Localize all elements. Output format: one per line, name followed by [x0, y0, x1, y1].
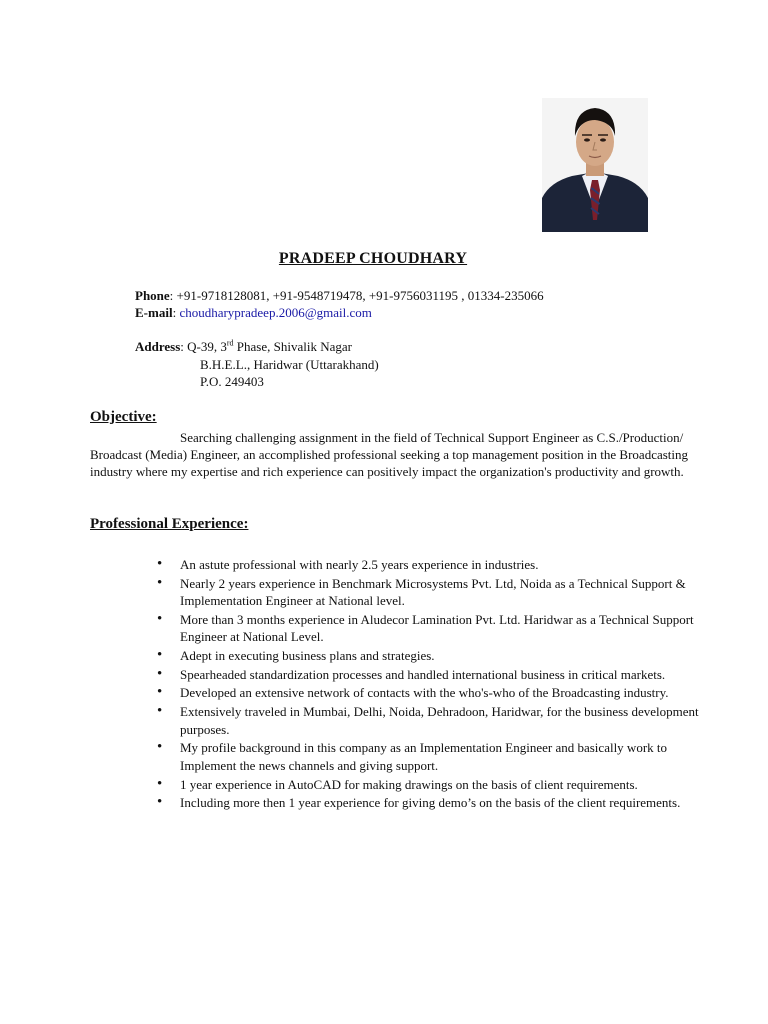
list-item: • My profile background in this company as an Implementation Engineer and basically work to Implement the news channels and giving support. — [160, 739, 700, 774]
candidate-name: PRADEEP CHOUDHARY — [278, 250, 468, 267]
list-item: • Including more then 1 year experience for giving demo’s on the basis of the client requirements. — [160, 794, 700, 812]
objective-text-block — [90, 429, 690, 480]
address-line-2: B.H.E.L., Haridwar (Uttarakhand) — [200, 357, 379, 372]
phone-label: Phone — [135, 288, 170, 303]
list-item: • Spearheaded standardization processes and handled international business in critical markets. — [160, 666, 700, 684]
address-label: Address — [135, 339, 181, 354]
objective-text: Searching challenging assignment in the field of Technical Support Engineer as C.S./Production/ Broadcast (Media) Engineer, an accomplished professional seeking a top management position in the Broadcasting industry where my expertise and rich experience can positively impact the organization's productivity and growth. — [90, 430, 689, 479]
address-sup: rd — [226, 338, 234, 348]
address-part-b: Phase, Shivalik Nagar — [233, 339, 352, 354]
list-item: • More than 3 months experience in Aludecor Lamination Pvt. Ltd. Haridwar as a Technical Support Engineer at National Level. — [160, 611, 700, 646]
email-link[interactable]: choudharypradeep.2006@gmail.com — [179, 305, 372, 320]
address-part-a: : Q-39, 3 — [180, 339, 227, 354]
list-item: • Adept in executing business plans and strategies. — [160, 647, 700, 665]
phone-line — [135, 287, 544, 304]
experience-heading: Professional Experience: — [90, 516, 249, 532]
phone-value: : +91-9718128081, +91-9548719478, +91-9756031195 , 01334-235066 — [169, 288, 544, 303]
list-item: • 1 year experience in AutoCAD for making drawings on the basis of client requirements. — [160, 776, 700, 794]
address-line-1 — [135, 338, 352, 355]
experience-list — [160, 556, 700, 813]
address-line-3: P.O. 249403 — [200, 374, 264, 389]
email-label: E-mail — [135, 305, 173, 320]
list-item: • Nearly 2 years experience in Benchmark Microsystems Pvt. Ltd, Noida as a Technical Support & Implementation Engineer at National level. — [160, 575, 700, 610]
list-item: • An astute professional with nearly 2.5 years experience in industries. — [160, 556, 700, 574]
list-item: • Extensively traveled in Mumbai, Delhi, Noida, Dehradoon, Haridwar, for the business development purposes. — [160, 703, 700, 738]
objective-heading: Objective: — [90, 409, 157, 425]
profile-photo — [542, 98, 648, 232]
email-line: E-mail: choudharypradeep.2006@gmail.com — [135, 305, 372, 320]
list-item: • Developed an extensive network of contacts with the who's-who of the Broadcasting industry. — [160, 684, 700, 702]
